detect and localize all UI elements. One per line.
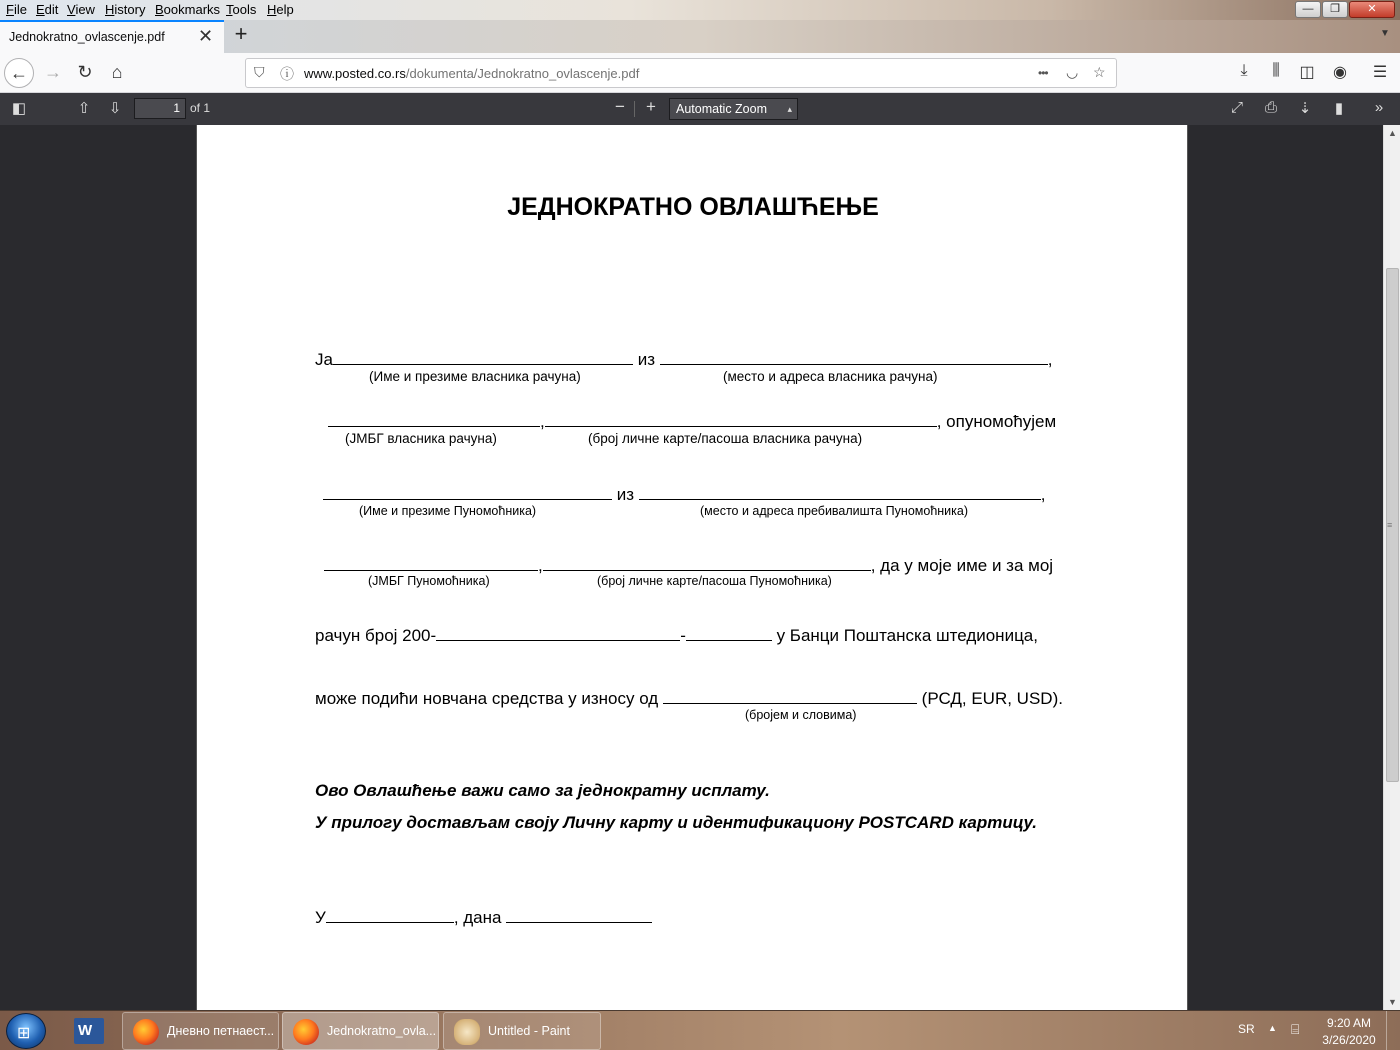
- home-button[interactable]: [102, 58, 132, 88]
- row2-suffix: , опуномоћујем: [936, 412, 1057, 431]
- next-page-icon[interactable]: ⇩: [108, 100, 122, 117]
- scroll-down-arrow-icon[interactable]: ▼: [1388, 997, 1397, 1007]
- menu-bookmarks[interactable]: Bookmarks: [155, 2, 221, 17]
- proxy-id-card-blank: [543, 554, 871, 571]
- row1-mid: из: [637, 350, 655, 369]
- start-button[interactable]: [6, 1013, 46, 1049]
- form-row-proxy-ids: [324, 554, 1053, 576]
- tools-chevron-icon[interactable]: »: [1374, 99, 1384, 116]
- form-row-proxy: [323, 483, 1046, 505]
- arrow-right-icon: →: [44, 62, 62, 82]
- url-bar[interactable]: [245, 58, 1117, 88]
- menu-help[interactable]: Help: [267, 2, 294, 17]
- account-number-blank: [436, 624, 680, 641]
- tab-list-chevron-icon[interactable]: ▼: [1380, 28, 1390, 39]
- form-row-account: [315, 624, 1038, 646]
- zoom-in-button[interactable]: +: [646, 97, 656, 116]
- amount-blank: [663, 687, 917, 704]
- menu-view[interactable]: View: [67, 2, 95, 17]
- row6-prefix: може подићи новчана средства у износу од: [315, 689, 663, 708]
- back-button[interactable]: [4, 58, 34, 88]
- url-text[interactable]: [304, 66, 639, 81]
- word-taskbar-icon[interactable]: W: [74, 1018, 104, 1044]
- sidebar-icon[interactable]: ◫: [1299, 64, 1315, 81]
- home-icon: ⌂: [111, 62, 123, 82]
- taskbar-item-label: Untitled - Paint: [488, 1024, 570, 1038]
- row4-comma: ,: [538, 556, 543, 575]
- caption-proxy-name: (Име и презиме Пуномоћника): [359, 504, 537, 518]
- row5-dash: -: [680, 626, 686, 645]
- row5-prefix: рачун број 200-: [315, 626, 437, 645]
- firefox-icon: [133, 1019, 159, 1045]
- maximize-button[interactable]: ❐: [1322, 1, 1348, 18]
- tab-close-icon[interactable]: ✕: [198, 26, 214, 46]
- row3-mid: из: [616, 485, 635, 504]
- reload-button[interactable]: [70, 58, 100, 88]
- owner-name-blank: [333, 348, 633, 365]
- language-indicator[interactable]: SR: [1238, 1022, 1255, 1036]
- menu-history[interactable]: History: [105, 2, 146, 17]
- row1-suffix: ,: [1047, 350, 1053, 369]
- taskbar-item-paint[interactable]: [443, 1012, 601, 1050]
- pocket-icon[interactable]: ◡: [1066, 64, 1079, 80]
- account-icon[interactable]: ◉: [1333, 64, 1347, 81]
- scrollbar-grip-icon: ≡: [1387, 520, 1393, 530]
- shield-icon[interactable]: ⛉: [254, 64, 265, 80]
- select-arrows-icon: ▴: [787, 104, 792, 114]
- owner-address-blank: [660, 348, 1048, 365]
- hamburger-menu-icon[interactable]: ☰: [1372, 64, 1388, 81]
- bookmark-star-icon[interactable]: ☆: [1093, 64, 1106, 80]
- scroll-up-arrow-icon[interactable]: ▲: [1388, 128, 1397, 138]
- firefox-icon: [293, 1019, 319, 1045]
- clock-time[interactable]: 9:20 AM: [1326, 1016, 1372, 1030]
- proxy-jmbg-blank: [324, 554, 538, 571]
- paint-palette-icon: [454, 1019, 480, 1045]
- taskbar-item-firefox-pdf[interactable]: [282, 1012, 439, 1050]
- downloads-icon[interactable]: ⤓: [1240, 62, 1248, 79]
- close-window-button[interactable]: ✕: [1349, 1, 1395, 18]
- menu-file[interactable]: File: [6, 2, 27, 17]
- form-row-owner-ids: [328, 410, 1056, 432]
- taskbar-item-label: Дневно петнаест...: [167, 1024, 275, 1038]
- caption-owner-address: (место и адреса власника рачуна): [723, 369, 938, 384]
- library-icon[interactable]: ⫼: [1272, 62, 1280, 79]
- taskbar-item-label: Jednokratno_ovla...: [327, 1024, 437, 1038]
- row4-suffix: , да у моје име и за мој: [870, 556, 1054, 575]
- info-icon[interactable]: ⓘ: [280, 66, 294, 82]
- arrow-left-icon: ←: [10, 63, 28, 83]
- caption-proxy-jmbg: (ЈМБГ Пуномоћника): [368, 574, 490, 588]
- pdf-viewer[interactable]: [0, 125, 1383, 1010]
- show-desktop-button[interactable]: [1386, 1011, 1400, 1050]
- caption-proxy-address: (место и адреса пребивалишта Пуномоћника): [700, 504, 969, 518]
- caption-owner-jmbg: (ЈМБГ власника рачуна): [345, 431, 497, 446]
- row7-prefix: У: [315, 908, 326, 927]
- tab-active[interactable]: [0, 20, 224, 53]
- caption-owner-name: (Име и презиме власника рачуна): [369, 369, 581, 384]
- pdf-toolbar: [0, 93, 1400, 125]
- windows-logo-icon: ⊞: [17, 1025, 31, 1042]
- proxy-name-blank: [323, 483, 612, 500]
- row3-suffix: ,: [1040, 485, 1046, 504]
- previous-page-icon[interactable]: ⇧: [77, 100, 91, 117]
- caption-amount: (бројем и словима): [745, 708, 857, 722]
- form-row-owner: [315, 348, 1052, 370]
- bookmark-icon[interactable]: ▮: [1334, 100, 1344, 117]
- vertical-scrollbar[interactable]: [1383, 125, 1400, 1010]
- network-icon[interactable]: ⌸: [1291, 1021, 1300, 1037]
- page-count: of 1: [190, 101, 211, 115]
- form-row-place-date: [315, 906, 652, 928]
- download-icon[interactable]: ⇣: [1298, 100, 1312, 117]
- date-blank: [506, 906, 652, 923]
- menu-tools[interactable]: Tools: [226, 2, 257, 17]
- reload-icon: ↻: [77, 62, 93, 82]
- zoom-select-value: Automatic Zoom: [676, 102, 768, 116]
- page-actions-icon[interactable]: •••: [1038, 66, 1048, 80]
- zoom-select[interactable]: [669, 98, 798, 120]
- caption-owner-id-card: (број личне карте/пасоша власника рачуна): [588, 431, 863, 446]
- toolbar-divider: [634, 101, 635, 117]
- forward-button[interactable]: [38, 58, 68, 88]
- url-path: /dokumenta/Jednokratno_ovlascenje.pdf: [405, 66, 640, 81]
- place-blank: [326, 906, 454, 923]
- account-check-blank: [686, 624, 772, 641]
- owner-id-card-blank: [545, 410, 937, 427]
- menu-edit[interactable]: Edit: [36, 2, 59, 17]
- presentation-mode-icon[interactable]: ⤢: [1230, 99, 1243, 116]
- navigation-toolbar: [0, 53, 1400, 93]
- document-title: ЈЕДНОКРАТНО ОВЛАШЋЕЊЕ: [507, 193, 879, 221]
- pdf-page: [196, 125, 1188, 1010]
- tab-title: Jednokratno_ovlascenje.pdf: [9, 30, 165, 44]
- zoom-out-button[interactable]: −: [615, 97, 625, 116]
- new-tab-button[interactable]: +: [234, 21, 248, 46]
- taskbar-item-firefox-daily[interactable]: [122, 1012, 279, 1050]
- proxy-address-blank: [639, 483, 1041, 500]
- caption-proxy-id-card: (број личне карте/пасоша Пуномоћника): [597, 574, 832, 588]
- note-attachments: У прилогу достављам своју Личну карту и идентификациону POSTCARD картицу.: [315, 813, 1038, 832]
- form-row-amount: [315, 687, 1063, 709]
- row6-suffix: (РСД, EUR, USD).: [916, 689, 1063, 708]
- tab-strip: [0, 20, 1400, 53]
- taskbar: [0, 1010, 1400, 1050]
- note-single-payment: Ово Овлашћење важи само за једнократну исплату.: [315, 781, 770, 800]
- sidebar-toggle-icon[interactable]: ◧: [11, 100, 27, 117]
- row7-mid: , дана: [453, 908, 507, 927]
- row2-comma: ,: [540, 412, 545, 431]
- owner-jmbg-blank: [328, 410, 540, 427]
- tray-expand-icon[interactable]: ▲: [1268, 1023, 1277, 1033]
- clock-date[interactable]: 3/26/2020: [1322, 1033, 1376, 1047]
- row1-prefix: Ја: [315, 350, 333, 369]
- minimize-button[interactable]: —: [1295, 1, 1321, 18]
- menu-bar: [0, 0, 1400, 20]
- row5-suffix: у Банци Поштанска штедионица,: [771, 626, 1038, 645]
- url-host: www.posted.co.rs: [304, 66, 406, 81]
- print-icon[interactable]: ⎙: [1264, 99, 1277, 116]
- page-number-input[interactable]: 1: [134, 98, 186, 119]
